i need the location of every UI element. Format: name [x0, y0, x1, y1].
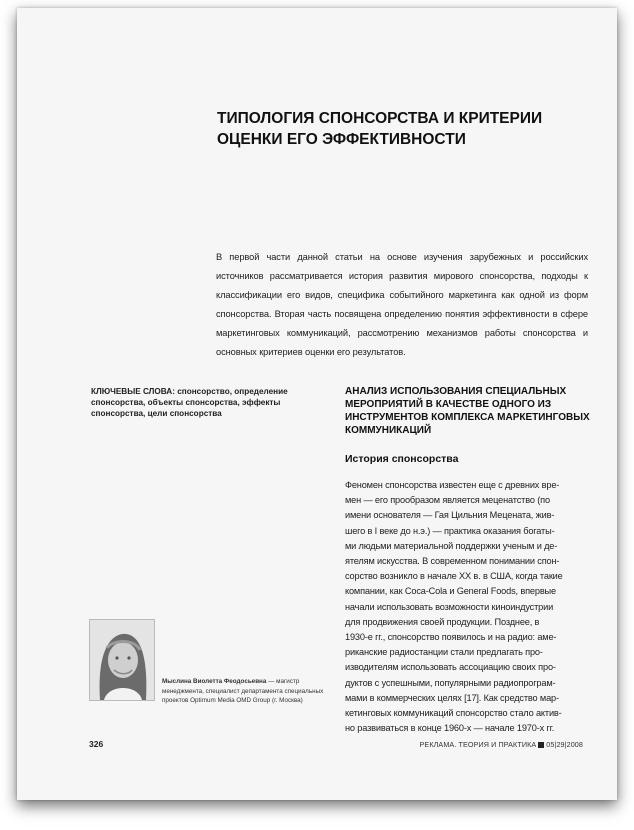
body-line: шего в I веке до н.э.) — практика оказания богаты-	[345, 525, 555, 536]
article-abstract: В первой части данной статьи на основе изучения зарубежных и российских источников рассматривается история развития мирового спонсорства, подходы к классификации его видов, специфика событийного маркетинга как одной из форм спонсорства. Вторая часть посвящена определению понятия эффективности в сфере маркетинговых коммуникаций, рассмотрению механизмов работы спонсорства и основных критериев оценки его результатов.	[216, 252, 588, 357]
author-portrait-image	[90, 620, 154, 700]
body-line: 1930-е гг., спонсорство появилось и на радио: аме-	[345, 632, 557, 643]
article-title-line-2: ОЦЕНКИ ЕГО ЭФФЕКТИВНОСТИ	[217, 131, 466, 148]
body-line: кетинговых коммуникаций спонсорство стало актив-	[345, 708, 562, 719]
article-title	[217, 108, 577, 150]
body-line: имени основателя — Гая Цильния Мецената, жив-	[345, 510, 555, 521]
body-line: изводителям использовать ассоциацию своих про-	[345, 662, 556, 673]
keywords-label: КЛЮЧЕВЫЕ СЛОВА:	[91, 387, 175, 396]
author-name: Мыслина Виолетта Феодосьевна	[162, 678, 267, 685]
page-number: 326	[89, 739, 104, 749]
body-line: дуктов с успешными, популярными радиопрограм-	[345, 677, 556, 688]
author-note	[162, 677, 327, 706]
body-line: для продвижения своей продукции. Позднее, в	[345, 616, 540, 627]
subsection-heading: История спонсорства	[345, 453, 459, 465]
article-title-line-1: ТИПОЛОГИЯ СПОНСОРСТВА И КРИТЕРИИ	[217, 110, 543, 127]
square-separator-icon	[538, 742, 544, 748]
body-line: мами в коммерческих целях [17]. Как средство мар-	[345, 692, 559, 703]
body-line: Феномен спонсорства известен еще с древних вре-	[345, 480, 560, 490]
author-description: — магистр менеджмента, специалист департамента специальных проектов Optimum Media OMD Group (г. Москва)	[162, 678, 324, 704]
journal-issue: 05|29|2008	[546, 740, 583, 749]
keywords-text: спонсорство, определение спонсорства, объекты спонсорства, эффекты спонсорства, цели спонсорства	[91, 387, 288, 418]
keywords-block	[91, 386, 327, 419]
journal-page	[17, 8, 617, 800]
journal-name: РЕКЛАМА. ТЕОРИЯ И ПРАКТИКА	[419, 740, 537, 749]
body-line: риканские радиостанции стали предлагать про-	[345, 647, 543, 658]
body-line: ми людьми материальной поддержки ученым и де-	[345, 540, 558, 551]
body-line: компании, как Coca-Cola и General Foods, впервые	[345, 586, 556, 597]
body-line: начали использовать возможности киноиндустрии	[345, 601, 554, 612]
body-line: но развиваться в конце 1960-х — начале 1970-х гг.	[345, 723, 555, 734]
body-line: мен — его прообразом является меценатство (по	[345, 495, 550, 506]
section-heading: АНАЛИЗ ИСПОЛЬЗОВАНИЯ СПЕЦИАЛЬНЫХ МЕРОПРИЯТИЙ В КАЧЕСТВЕ ОДНОГО ИЗ ИНСТРУМЕНТОВ КОМПЛЕКСА МАРКЕТИНГОВЫХ КОММУНИКАЦИЙ	[345, 386, 590, 436]
author-photo	[89, 619, 155, 701]
body-line: ятелям искусства. В современном понимании спон-	[345, 556, 560, 567]
body-text	[345, 478, 593, 736]
body-line: сорство возникло в начале XX в. в США, когда такие	[345, 571, 563, 582]
journal-footer	[420, 740, 583, 749]
